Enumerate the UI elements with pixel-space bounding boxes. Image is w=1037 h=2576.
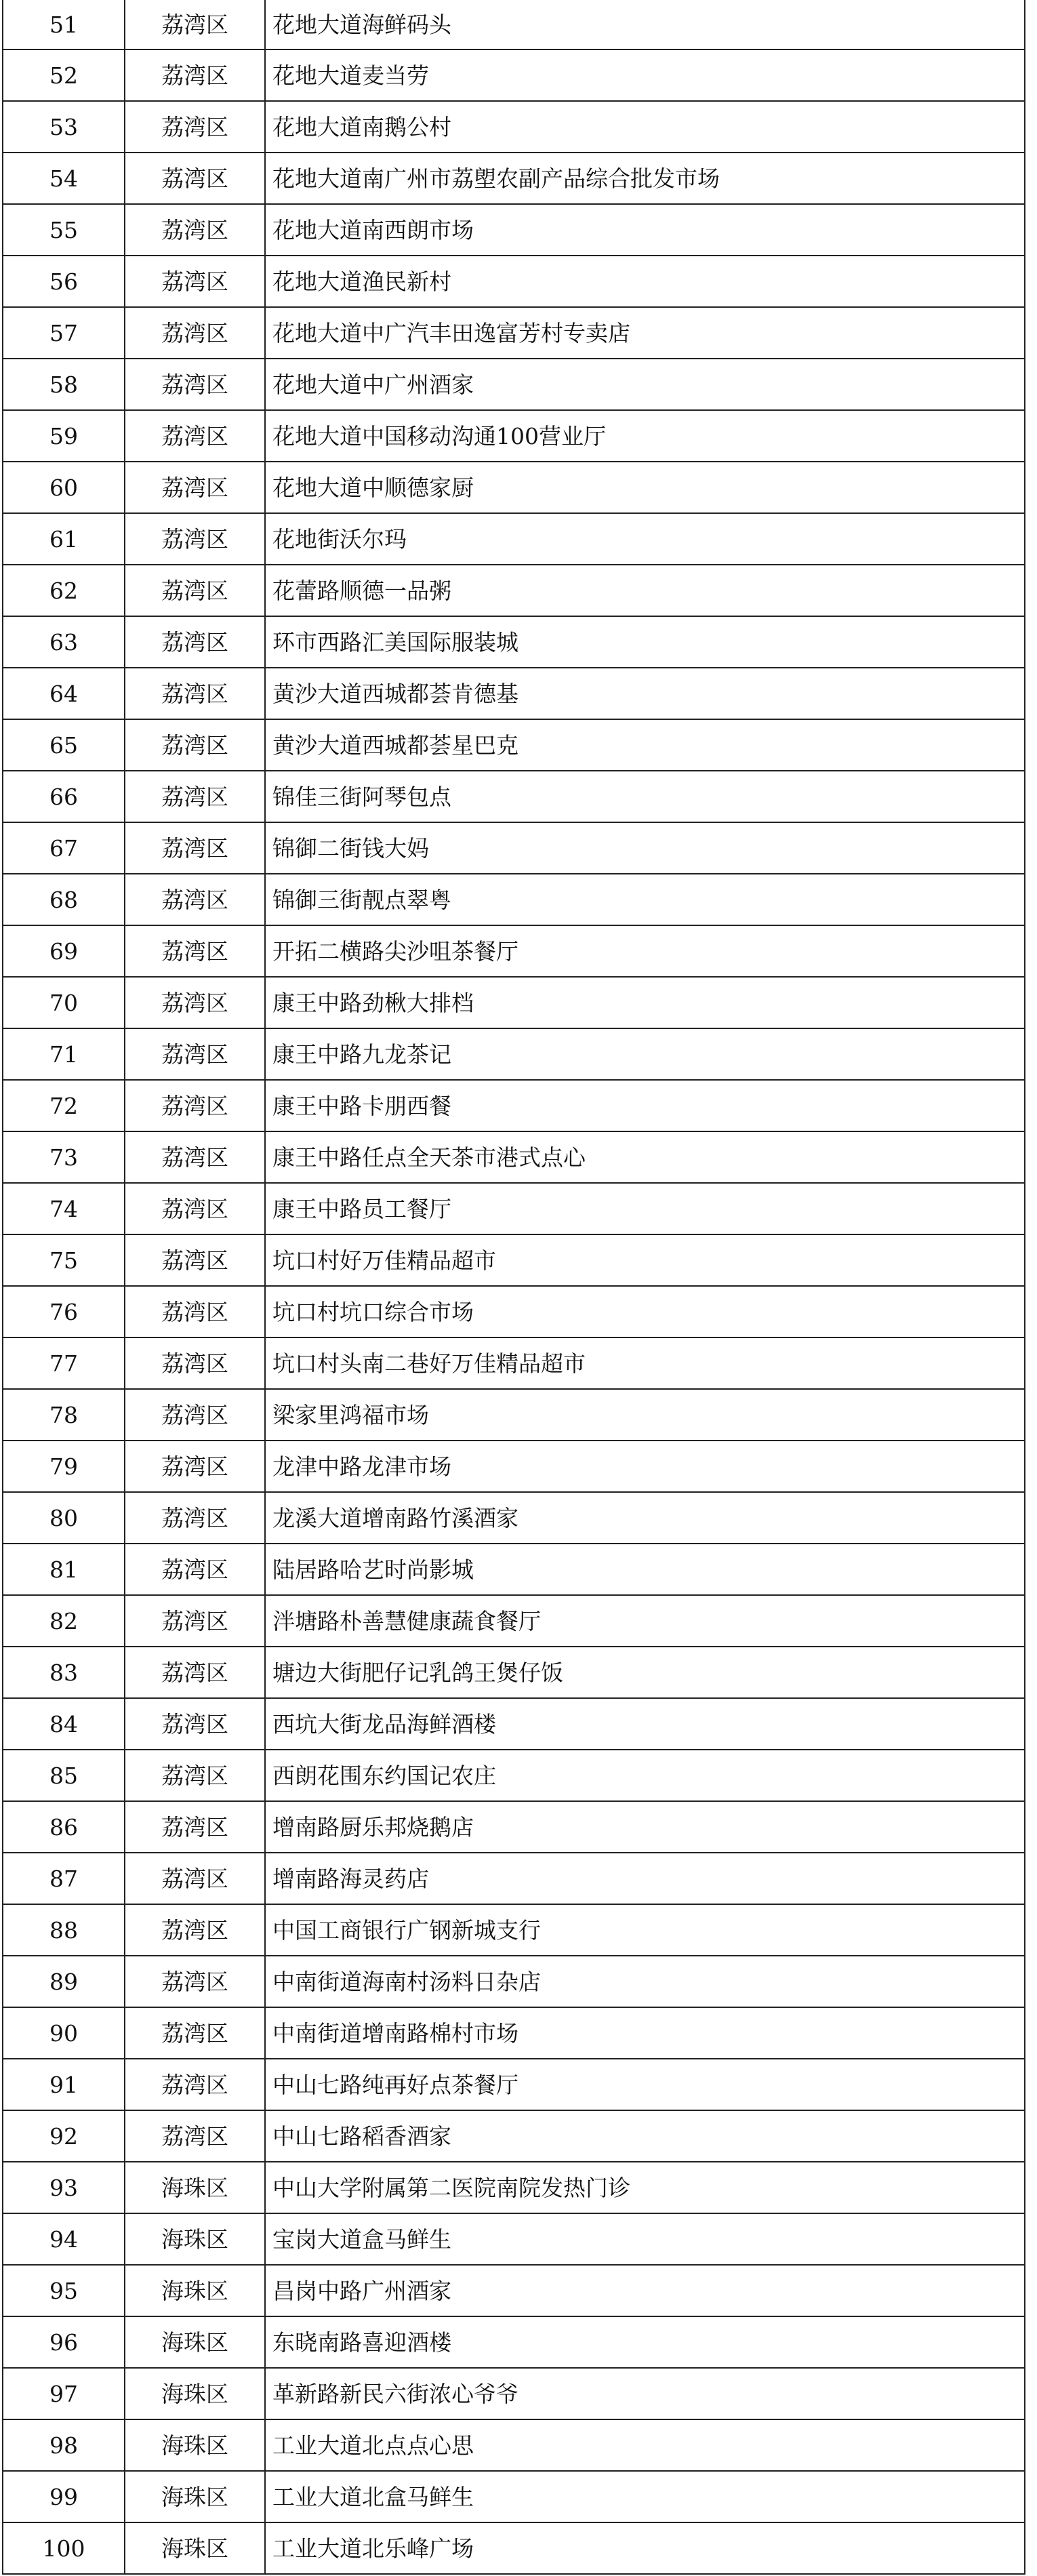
- location-cell: 花地街沃尔玛: [265, 513, 1025, 565]
- location-cell: 花地大道渔民新村: [265, 256, 1025, 307]
- location-cell: 花地大道中国移动沟通100营业厅: [265, 410, 1025, 462]
- district-cell: 荔湾区: [125, 307, 265, 359]
- location-cell: 花地大道南广州市荔塱农副产品综合批发市场: [265, 153, 1025, 204]
- district-cell: 荔湾区: [125, 1853, 265, 1904]
- row-number-cell: 67: [3, 822, 125, 874]
- row-number-cell: 51: [3, 0, 125, 49]
- location-cell: 康王中路员工餐厅: [265, 1183, 1025, 1234]
- district-cell: 海珠区: [125, 2213, 265, 2265]
- location-cell: 中南街道增南路棉村市场: [265, 2007, 1025, 2059]
- row-number-cell: 68: [3, 874, 125, 925]
- location-cell: 康王中路劲楸大排档: [265, 977, 1025, 1028]
- table-row: [3, 2316, 1025, 2368]
- district-cell: 荔湾区: [125, 668, 265, 719]
- location-cell: 黄沙大道西城都荟肯德基: [265, 668, 1025, 719]
- row-number-cell: 66: [3, 771, 125, 822]
- location-cell: 工业大道北乐峰广场: [265, 2522, 1025, 2574]
- location-cell: 增南路厨乐邦烧鹅店: [265, 1801, 1025, 1853]
- location-cell: 锦御三街靓点翠粤: [265, 874, 1025, 925]
- table-row: [3, 1698, 1025, 1750]
- table-row: [3, 2162, 1025, 2213]
- table-row: [3, 0, 1025, 49]
- district-cell: 荔湾区: [125, 1441, 265, 1492]
- row-number-cell: 98: [3, 2419, 125, 2471]
- location-cell: 康王中路卡朋西餐: [265, 1080, 1025, 1131]
- location-cell: 革新路新民六街浓心爷爷: [265, 2368, 1025, 2419]
- location-cell: 黄沙大道西城都荟星巴克: [265, 719, 1025, 771]
- table-row: [3, 1904, 1025, 1956]
- district-cell: 荔湾区: [125, 359, 265, 410]
- district-cell: 荔湾区: [125, 101, 265, 153]
- district-cell: 荔湾区: [125, 771, 265, 822]
- table-row: [3, 1183, 1025, 1234]
- location-cell: 中山七路稻香酒家: [265, 2110, 1025, 2162]
- table-row: [3, 1544, 1025, 1595]
- location-cell: 锦佳三街阿琴包点: [265, 771, 1025, 822]
- table-row: [3, 616, 1025, 668]
- district-cell: 荔湾区: [125, 1028, 265, 1080]
- location-cell: 锦御二街钱大妈: [265, 822, 1025, 874]
- location-cell: 西朗花围东约国记农庄: [265, 1750, 1025, 1801]
- table-row: [3, 565, 1025, 616]
- district-cell: 海珠区: [125, 2162, 265, 2213]
- location-cell: 梁家里鸿福市场: [265, 1389, 1025, 1441]
- row-number-cell: 70: [3, 977, 125, 1028]
- table-row: [3, 256, 1025, 307]
- district-cell: 荔湾区: [125, 874, 265, 925]
- location-cell: 坑口村坑口综合市场: [265, 1286, 1025, 1337]
- table-row: [3, 462, 1025, 513]
- district-cell: 海珠区: [125, 2471, 265, 2522]
- location-cell: 宝岗大道盒马鲜生: [265, 2213, 1025, 2265]
- location-cell: 花地大道南鹅公村: [265, 101, 1025, 153]
- table-row: [3, 2522, 1025, 2574]
- row-number-cell: 78: [3, 1389, 125, 1441]
- table-row: [3, 1750, 1025, 1801]
- row-number-cell: 58: [3, 359, 125, 410]
- row-number-cell: 92: [3, 2110, 125, 2162]
- table-row: [3, 1492, 1025, 1544]
- district-cell: 荔湾区: [125, 1492, 265, 1544]
- row-number-cell: 91: [3, 2059, 125, 2110]
- row-number-cell: 97: [3, 2368, 125, 2419]
- location-cell: 开拓二横路尖沙咀茶餐厅: [265, 925, 1025, 977]
- district-cell: 荔湾区: [125, 204, 265, 256]
- location-cell: 工业大道北点点心思: [265, 2419, 1025, 2471]
- district-cell: 荔湾区: [125, 0, 265, 49]
- row-number-cell: 62: [3, 565, 125, 616]
- table-row: [3, 204, 1025, 256]
- table-row: [3, 719, 1025, 771]
- row-number-cell: 64: [3, 668, 125, 719]
- row-number-cell: 80: [3, 1492, 125, 1544]
- location-cell: 东晓南路喜迎酒楼: [265, 2316, 1025, 2368]
- location-cell: 塘边大街肥仔记乳鸽王煲仔饭: [265, 1647, 1025, 1698]
- location-cell: 中山大学附属第二医院南院发热门诊: [265, 2162, 1025, 2213]
- location-cell: 增南路海灵药店: [265, 1853, 1025, 1904]
- location-cell: 工业大道北盒马鲜生: [265, 2471, 1025, 2522]
- row-number-cell: 90: [3, 2007, 125, 2059]
- location-cell: 中山七路纯再好点茶餐厅: [265, 2059, 1025, 2110]
- table-row: [3, 1853, 1025, 1904]
- district-cell: 荔湾区: [125, 49, 265, 101]
- location-cell: 花蕾路顺德一品粥: [265, 565, 1025, 616]
- row-number-cell: 84: [3, 1698, 125, 1750]
- row-number-cell: 73: [3, 1131, 125, 1183]
- table-row: [3, 2110, 1025, 2162]
- district-cell: 荔湾区: [125, 2007, 265, 2059]
- table-row: [3, 1801, 1025, 1853]
- table-row: [3, 2059, 1025, 2110]
- row-number-cell: 54: [3, 153, 125, 204]
- row-number-cell: 53: [3, 101, 125, 153]
- row-number-cell: 71: [3, 1028, 125, 1080]
- location-cell: 龙溪大道增南路竹溪酒家: [265, 1492, 1025, 1544]
- district-cell: 荔湾区: [125, 1904, 265, 1956]
- table-row: [3, 2213, 1025, 2265]
- table-row: [3, 410, 1025, 462]
- district-cell: 荔湾区: [125, 1750, 265, 1801]
- district-cell: 荔湾区: [125, 616, 265, 668]
- table-row: [3, 2265, 1025, 2316]
- district-cell: 海珠区: [125, 2522, 265, 2574]
- row-number-cell: 87: [3, 1853, 125, 1904]
- district-cell: 荔湾区: [125, 1595, 265, 1647]
- location-cell: 昌岗中路广州酒家: [265, 2265, 1025, 2316]
- district-cell: 荔湾区: [125, 1389, 265, 1441]
- row-number-cell: 76: [3, 1286, 125, 1337]
- table-row: [3, 1028, 1025, 1080]
- table-row: [3, 49, 1025, 101]
- table-row: [3, 977, 1025, 1028]
- district-cell: 荔湾区: [125, 1131, 265, 1183]
- district-cell: 荔湾区: [125, 462, 265, 513]
- location-cell: 西坑大街龙品海鲜酒楼: [265, 1698, 1025, 1750]
- district-cell: 荔湾区: [125, 2059, 265, 2110]
- location-cell: 陆居路哈艺时尚影城: [265, 1544, 1025, 1595]
- row-number-cell: 93: [3, 2162, 125, 2213]
- table-row: [3, 1337, 1025, 1389]
- location-cell: 花地大道中广州酒家: [265, 359, 1025, 410]
- location-cell: 花地大道南西朗市场: [265, 204, 1025, 256]
- row-number-cell: 88: [3, 1904, 125, 1956]
- table-row: [3, 153, 1025, 204]
- row-number-cell: 89: [3, 1956, 125, 2007]
- district-cell: 荔湾区: [125, 1544, 265, 1595]
- table-row: [3, 513, 1025, 565]
- table-row: [3, 2368, 1025, 2419]
- district-cell: 荔湾区: [125, 1337, 265, 1389]
- table-row: [3, 2419, 1025, 2471]
- row-number-cell: 77: [3, 1337, 125, 1389]
- district-cell: 荔湾区: [125, 1801, 265, 1853]
- location-table-body: [3, 0, 1025, 2574]
- row-number-cell: 65: [3, 719, 125, 771]
- district-cell: 荔湾区: [125, 1183, 265, 1234]
- row-number-cell: 52: [3, 49, 125, 101]
- row-number-cell: 56: [3, 256, 125, 307]
- table-row: [3, 1234, 1025, 1286]
- table-row: [3, 1080, 1025, 1131]
- district-cell: 荔湾区: [125, 153, 265, 204]
- table-row: [3, 874, 1025, 925]
- district-cell: 海珠区: [125, 2265, 265, 2316]
- district-cell: 荔湾区: [125, 565, 265, 616]
- row-number-cell: 74: [3, 1183, 125, 1234]
- location-cell: 花地大道中顺德家厨: [265, 462, 1025, 513]
- table-row: [3, 771, 1025, 822]
- district-cell: 荔湾区: [125, 2110, 265, 2162]
- row-number-cell: 86: [3, 1801, 125, 1853]
- row-number-cell: 82: [3, 1595, 125, 1647]
- district-cell: 荔湾区: [125, 925, 265, 977]
- row-number-cell: 95: [3, 2265, 125, 2316]
- location-cell: 康王中路任点全天茶市港式点心: [265, 1131, 1025, 1183]
- district-cell: 荔湾区: [125, 822, 265, 874]
- table-row: [3, 668, 1025, 719]
- table-row: [3, 822, 1025, 874]
- table-row: [3, 1647, 1025, 1698]
- row-number-cell: 83: [3, 1647, 125, 1698]
- row-number-cell: 96: [3, 2316, 125, 2368]
- district-cell: 海珠区: [125, 2419, 265, 2471]
- location-cell: 康王中路九龙茶记: [265, 1028, 1025, 1080]
- district-cell: 海珠区: [125, 2368, 265, 2419]
- location-cell: 中南街道海南村汤料日杂店: [265, 1956, 1025, 2007]
- row-number-cell: 59: [3, 410, 125, 462]
- district-cell: 荔湾区: [125, 977, 265, 1028]
- row-number-cell: 81: [3, 1544, 125, 1595]
- location-cell: 中国工商银行广钢新城支行: [265, 1904, 1025, 1956]
- row-number-cell: 99: [3, 2471, 125, 2522]
- table-row: [3, 1286, 1025, 1337]
- row-number-cell: 85: [3, 1750, 125, 1801]
- row-number-cell: 79: [3, 1441, 125, 1492]
- table-row: [3, 101, 1025, 153]
- district-cell: 荔湾区: [125, 513, 265, 565]
- row-number-cell: 94: [3, 2213, 125, 2265]
- row-number-cell: 63: [3, 616, 125, 668]
- district-cell: 荔湾区: [125, 256, 265, 307]
- table-row: [3, 359, 1025, 410]
- location-cell: 坑口村头南二巷好万佳精品超市: [265, 1337, 1025, 1389]
- table-row: [3, 2007, 1025, 2059]
- table-row: [3, 1441, 1025, 1492]
- location-cell: 花地大道麦当劳: [265, 49, 1025, 101]
- district-cell: 荔湾区: [125, 1080, 265, 1131]
- district-cell: 荔湾区: [125, 410, 265, 462]
- table-row: [3, 1595, 1025, 1647]
- district-cell: 荔湾区: [125, 1956, 265, 2007]
- row-number-cell: 75: [3, 1234, 125, 1286]
- table-row: [3, 307, 1025, 359]
- location-cell: 龙津中路龙津市场: [265, 1441, 1025, 1492]
- location-table-container: [2, 0, 1024, 2575]
- district-cell: 海珠区: [125, 2316, 265, 2368]
- row-number-cell: 72: [3, 1080, 125, 1131]
- location-cell: 花地大道海鲜码头: [265, 0, 1025, 49]
- table-row: [3, 1956, 1025, 2007]
- table-row: [3, 1131, 1025, 1183]
- table-row: [3, 925, 1025, 977]
- location-cell: 坑口村好万佳精品超市: [265, 1234, 1025, 1286]
- row-number-cell: 57: [3, 307, 125, 359]
- location-cell: 花地大道中广汽丰田逸富芳村专卖店: [265, 307, 1025, 359]
- table-row: [3, 2471, 1025, 2522]
- district-cell: 荔湾区: [125, 1286, 265, 1337]
- district-cell: 荔湾区: [125, 719, 265, 771]
- district-cell: 荔湾区: [125, 1234, 265, 1286]
- row-number-cell: 100: [3, 2522, 125, 2574]
- row-number-cell: 61: [3, 513, 125, 565]
- row-number-cell: 69: [3, 925, 125, 977]
- row-number-cell: 60: [3, 462, 125, 513]
- district-cell: 荔湾区: [125, 1698, 265, 1750]
- district-cell: 荔湾区: [125, 1647, 265, 1698]
- location-table: [2, 0, 1025, 2575]
- location-cell: 泮塘路朴善慧健康蔬食餐厅: [265, 1595, 1025, 1647]
- table-row: [3, 1389, 1025, 1441]
- location-cell: 环市西路汇美国际服装城: [265, 616, 1025, 668]
- row-number-cell: 55: [3, 204, 125, 256]
